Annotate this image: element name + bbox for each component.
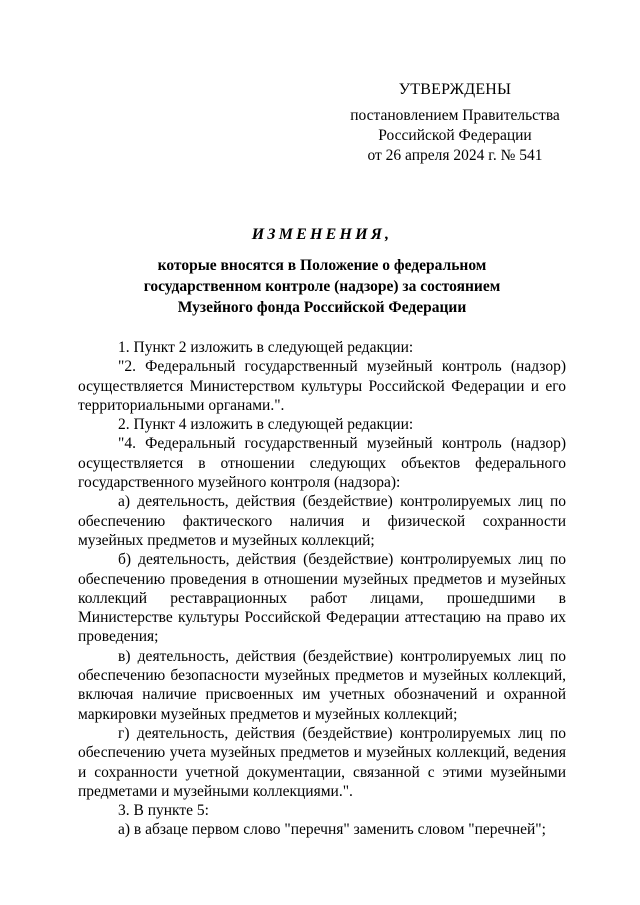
approval-line-2: Российской Федерации [378, 127, 532, 144]
title-line-1: которые вносятся в Положение о федеральном [157, 257, 487, 274]
title-main: ИЗМЕНЕНИЯ, [251, 226, 393, 243]
document-body [78, 338, 566, 840]
paragraph: в) деятельность, действия (бездействие) контролируемых лиц по обеспечению безопасности музейных предметов и музейных коллекций, включая наличие присвоенных им учетных обозначений и охранной маркировки музейных предметов и музейных коллекций; [78, 647, 566, 723]
approval-line-3: от 26 апреля 2024 г. № 541 [367, 147, 543, 164]
paragraph: а) в абзаце первом слово "перечня" заменить словом "перечней"; [118, 821, 546, 839]
paragraph: а) деятельность, действия (бездействие) контролируемых лиц по обеспечению фактического наличия и физической сохранности музейных предметов и музейных коллекций; [78, 493, 566, 549]
title-line-3: Музейного фонда Российской Федерации [177, 299, 467, 316]
approval-stamp [330, 80, 580, 166]
paragraph: "2. Федеральный государственный музейный контроль (надзор) осуществляется Министерством культуры Российской Федерации и его территориальными органами.". [78, 358, 566, 414]
approval-line-1: постановлением Правительства [350, 107, 560, 124]
paragraph: 2. Пункт 4 изложить в следующей редакции: [118, 416, 414, 434]
title-line-2: государственном контроле (надзоре) за состоянием [143, 278, 501, 295]
paragraph: "4. Федеральный государственный музейный контроль (надзор) осуществляется в отношении следующих объектов федерального государственного музейного контроля (надзора): [78, 435, 566, 492]
paragraph: 1. Пункт 2 изложить в следующей редакции: [118, 339, 414, 356]
approval-heading: УТВЕРЖДЕНЫ [398, 81, 512, 98]
paragraph: 3. В пункте 5: [118, 802, 209, 820]
document-title [78, 224, 566, 318]
paragraph: г) деятельность, действия (бездействие) контролируемых лиц по обеспечению учета музейных предметов и музейных коллекций, ведения и сохранности учетной документации, связанной с этими музейными предметами и музейными коллекциями.". [78, 724, 566, 800]
paragraph: б) деятельность, действия (бездействие) контролируемых лиц по обеспечению проведения в отношении музейных предметов и музейных коллекций реставрационных работ лицами, прошедшими в Министерстве культуры Российской Федерации аттестацию на право их проведения; [78, 551, 566, 646]
